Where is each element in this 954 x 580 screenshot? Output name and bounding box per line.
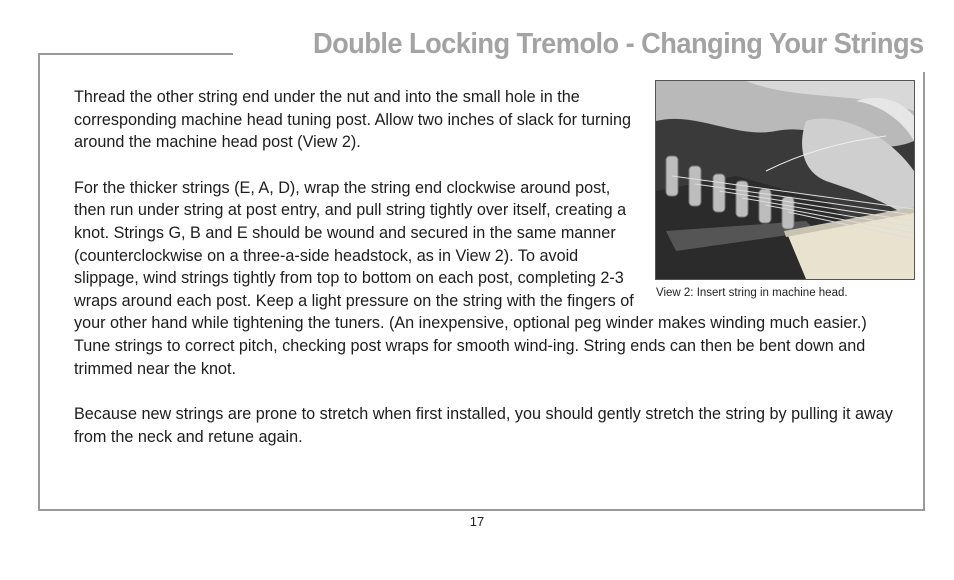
frame-right-rule — [923, 72, 925, 511]
figure-caption: View 2: Insert string in machine head. — [656, 287, 848, 299]
hand-inserting-string-photo — [655, 80, 915, 280]
frame-bottom-rule — [38, 509, 925, 511]
photo-illustration — [656, 81, 914, 279]
figure — [655, 80, 915, 300]
paragraph-thread-string: Thread the other string end under the nut and into the small hole in the corresponding machine head tuning post. Allow two inches of slack for turning around the machine head post (View 2). — [74, 88, 631, 152]
frame-left-rule — [38, 53, 40, 511]
main-content — [74, 86, 906, 471]
paragraph-stretch-strings: Because new strings are prone to stretch when first installed, you should gently stretch the string by pulling it away from the neck and retune again. — [74, 405, 893, 446]
frame-top-rule — [38, 53, 233, 55]
paragraph-wrap-strings: For the thicker strings (E, A, D), wrap the string end clockwise around post, then run under string at post entry, and pull string tightly over itself, creating a knot. Strings G, B and E should be wound and secured in the same manner (counterclockwise on a three-a-side headstock, as in View 2). To avoid slippage, wind strings tightly from top to bottom on each post, completing 2-3 wraps around each post. Keep a light pressure on the string with the fingers of your other hand while tightening the tuners. (An inexpensive, optional peg winder makes winding much easier.) Tune strings to correct pitch, checking post wraps for smooth wind-ing. String ends can then be bent down and trimmed near the knot. — [74, 178, 867, 378]
page-number: 17 — [469, 514, 485, 529]
page-title: Double Locking Tremolo - Changing Your Strings — [313, 28, 924, 60]
